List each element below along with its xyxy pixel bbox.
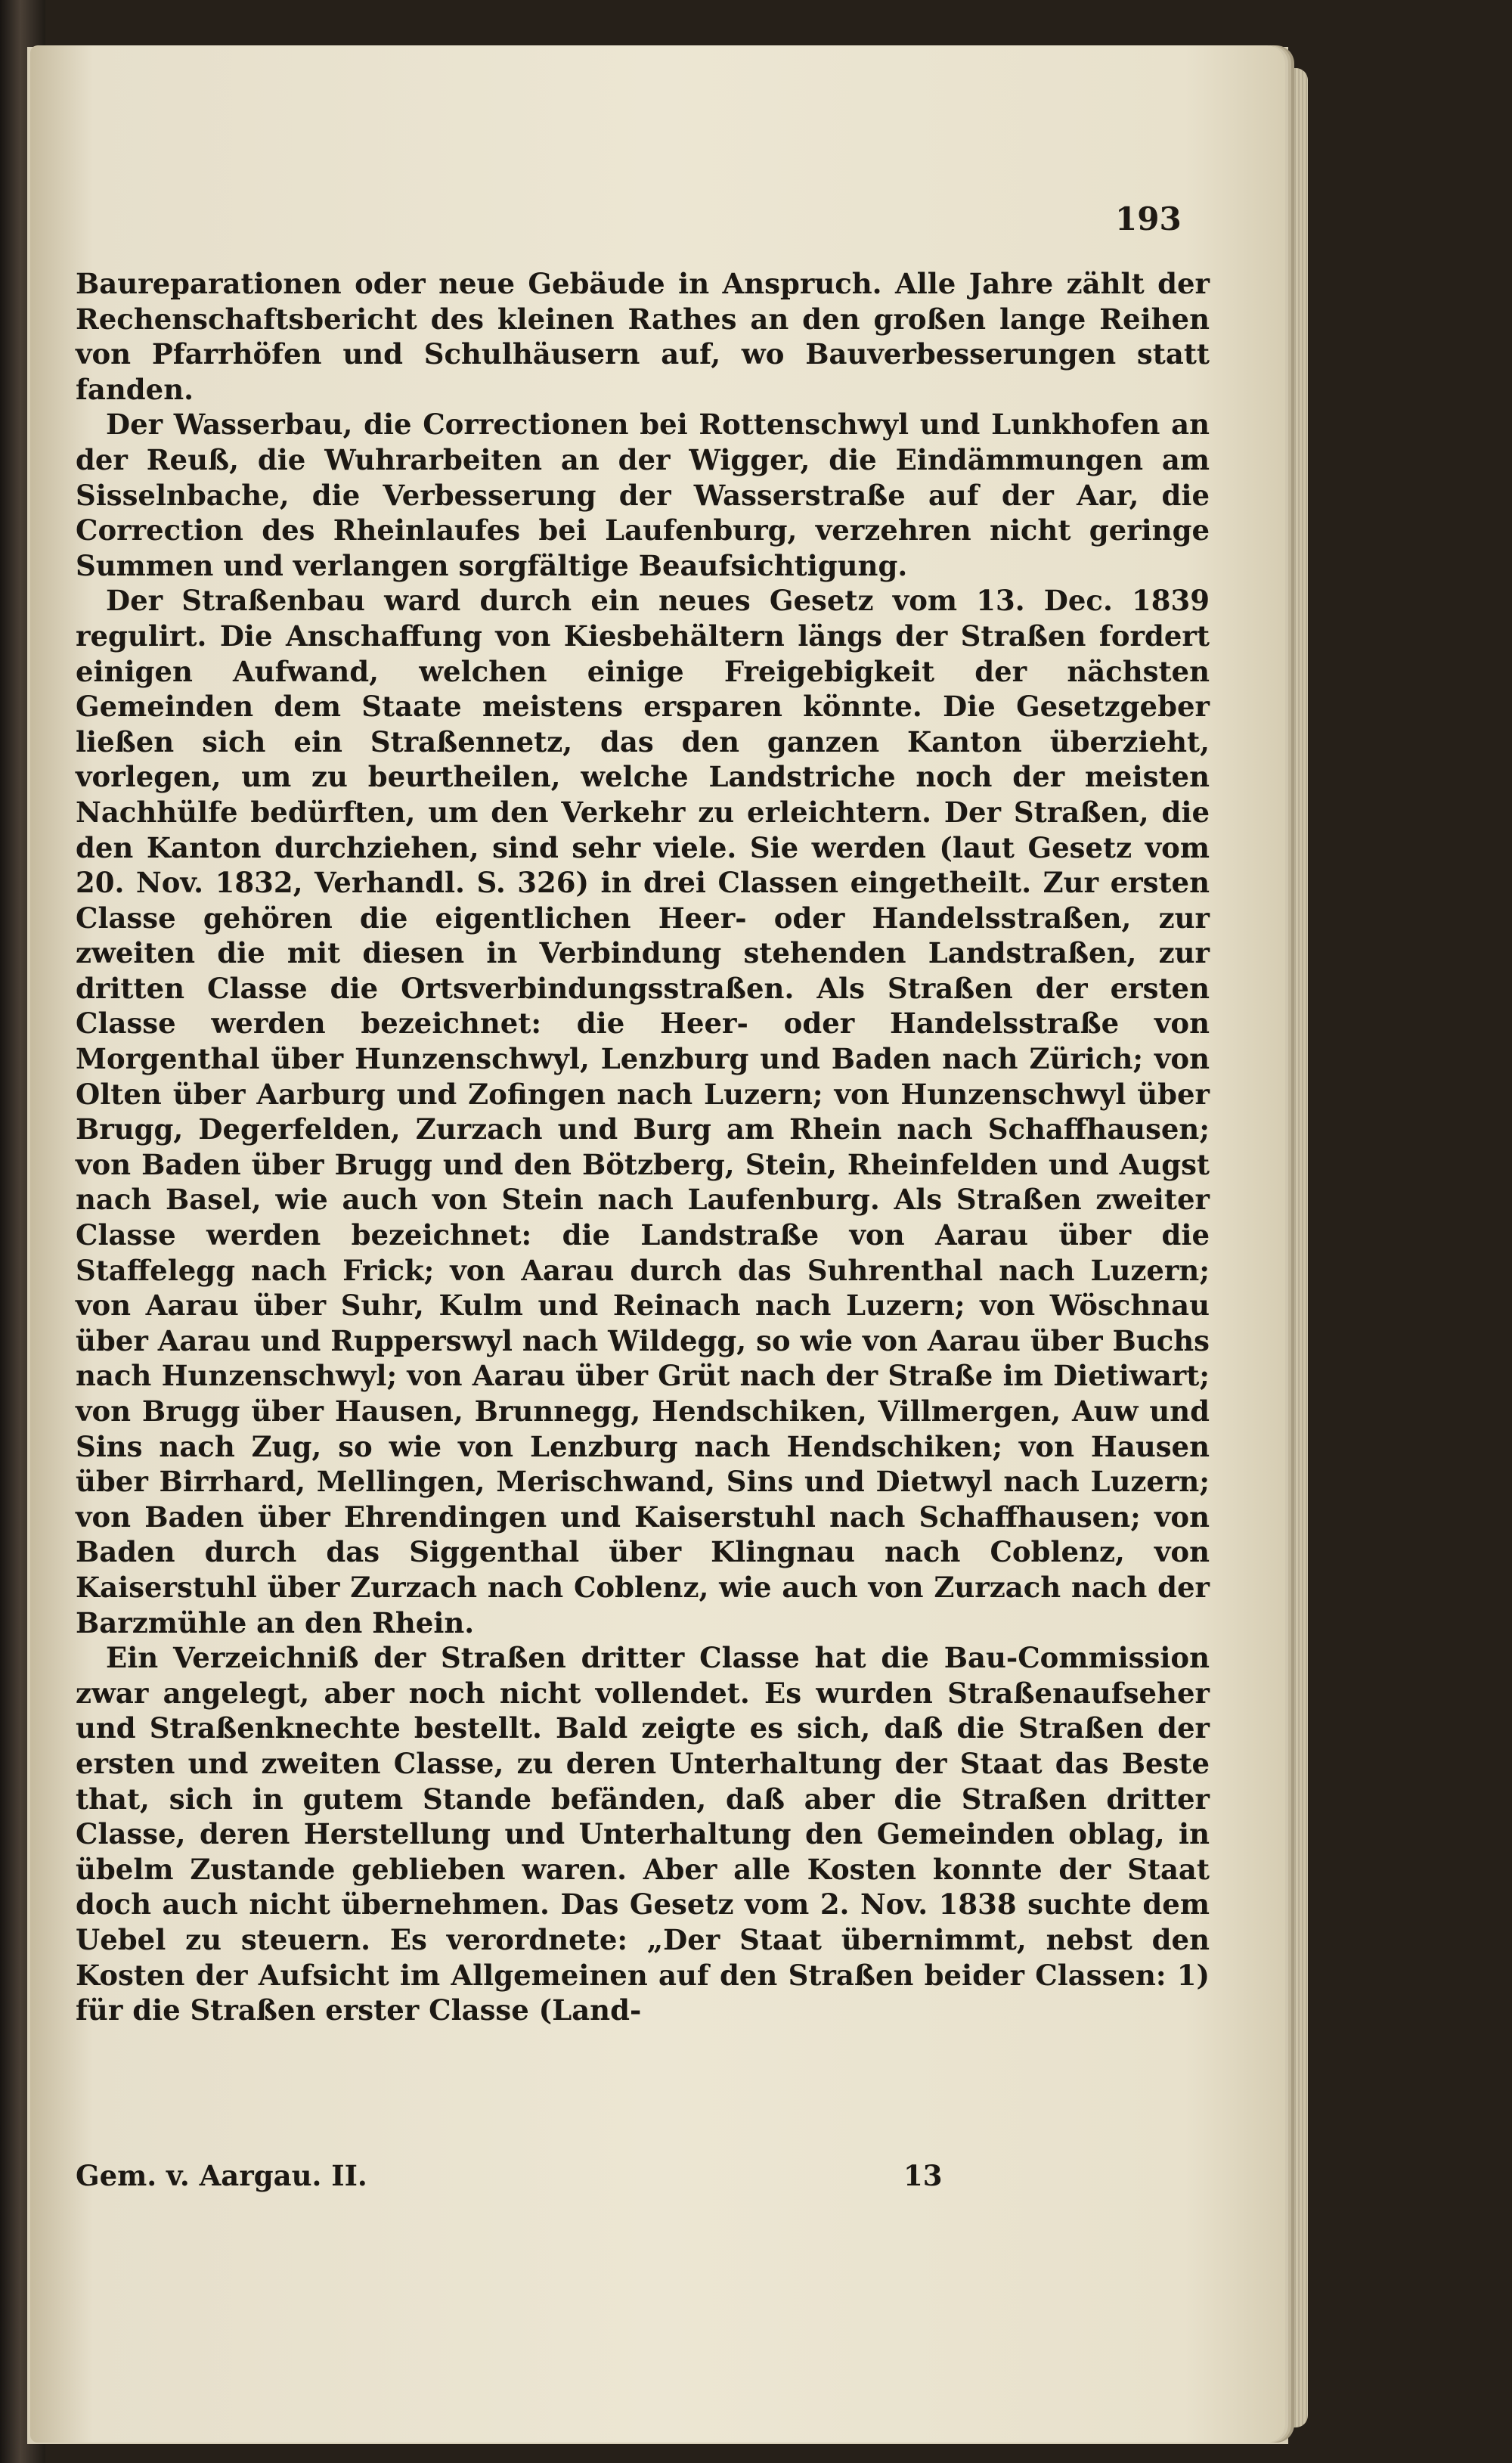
page-number: 193 bbox=[1115, 200, 1182, 237]
paragraph-3: Der Straßenbau ward durch ein neues Gesetz vom 13. Dec. 1839 regulirt. Die Anschaffung von Kiesbehältern längs der Straßen fordert einigen Aufwand, welchen einige Freigebigkeit der nächsten Gemeinden dem Staate meistens ersparen könnte. Die Gesetzgeber ließen sich ein Straßennetz, das den ganzen Kanton überzieht, vorlegen, um zu beurtheilen, welche Landstriche noch der meisten Nachhülfe bedürften, um den Verkehr zu erleichtern. Der Straßen, die den Kanton durchziehen, sind sehr viele. Sie werden (laut Gesetz vom 20. Nov. 1832, Verhandl. S. 326) in drei Classen eingetheilt. Zur ersten Classe gehören die eigentlichen Heer- oder Handelsstraßen, zur zweiten die mit diesen in Verbindung stehenden Landstraßen, zur dritten Classe die Ortsverbindungsstraßen. Als Straßen der ersten Classe werden bezeichnet: die Heer- oder Handelsstraße von Morgenthal über Hunzenschwyl, Lenzburg und Baden nach Zürich; von Olten über Aarburg und Zofingen nach Luzern; von Hunzenschwyl über Brugg, Degerfelden, Zurzach und Burg am Rhein nach Schaffhausen; von Baden über Brugg und den Bötzberg, Stein, Rheinfelden und Augst nach Basel, wie auch von Stein nach Laufenburg. Als Straßen zweiter Classe werden bezeichnet: die Landstraße von Aarau über die Staffelegg nach Frick; von Aarau durch das Suhrenthal nach Luzern; von Aarau über Suhr, Kulm und Reinach nach Luzern; von Wöschnau über Aarau und Rupperswyl nach Wildegg, so wie von Aarau über Buchs nach Hunzenschwyl; von Aarau über Grüt nach der Straße im Dietiwart; von Brugg über Hausen, Brunnegg, Hendschiken, Villmergen, Auw und Sins nach Zug, so wie von Lenzburg nach Hendschiken; von Hausen über Birrhard, Mellingen, Merischwand, Sins und Dietwyl nach Luzern; von Baden über Ehrendingen und Kaiserstuhl nach Schaffhausen; von Baden durch das Siggenthal über Klingnau nach Coblenz, von Kaiserstuhl über Zurzach nach Coblenz, wie auch von Zurzach nach der Barzmühle an den Rhein. bbox=[76, 584, 1210, 1639]
body-text bbox=[76, 266, 1210, 2028]
paragraph-1: Baureparationen oder neue Gebäude in Anspruch. Alle Jahre zählt der Rechenschaftsbericht des kleinen Rathes an den großen lange Reihen von Pfarrhöfen und Schulhäusern auf, wo Bauverbesserungen statt fanden. bbox=[76, 267, 1210, 406]
footer-signature: Gem. v. Aargau. II. bbox=[76, 2159, 367, 2192]
page-footer bbox=[76, 2159, 1210, 2197]
paragraph-4: Ein Verzeichniß der Straßen dritter Classe hat die Bau-Commission zwar angelegt, aber noch nicht vollendet. Es wurden Straßenaufseher und Straßenknechte bestellt. Bald zeigte es sich, daß die Straßen der ersten und zweiten Classe, zu deren Unterhaltung der Staat das Beste that, sich in gutem Stande befänden, daß aber die Straßen dritter Classe, deren Herstellung und Unterhaltung den Gemeinden oblag, in übelm Zustande geblieben waren. Aber alle Kosten konnte der Staat doch auch nicht übernehmen. Das Gesetz vom 2. Nov. 1838 suchte dem Uebel zu steuern. Es verordnete: „Der Staat übernimmt, nebst den Kosten der Aufsicht im Allgemeinen auf den Straßen beider Classen: 1) für die Straßen erster Classe (Land- bbox=[76, 1641, 1210, 2027]
paragraph-2: Der Wasserbau, die Correctionen bei Rottenschwyl und Lunkhofen an der Reuß, die Wuhrarbeiten an der Wigger, die Eindämmungen am Sisselnbache, die Verbesserung der Wasserstraße auf der Aar, die Correction des Rheinlaufes bei Laufenburg, verzehren nicht geringe Summen und verlangen sorgfältige Beaufsichtigung. bbox=[76, 408, 1210, 582]
footer-folio: 13 bbox=[903, 2159, 943, 2192]
